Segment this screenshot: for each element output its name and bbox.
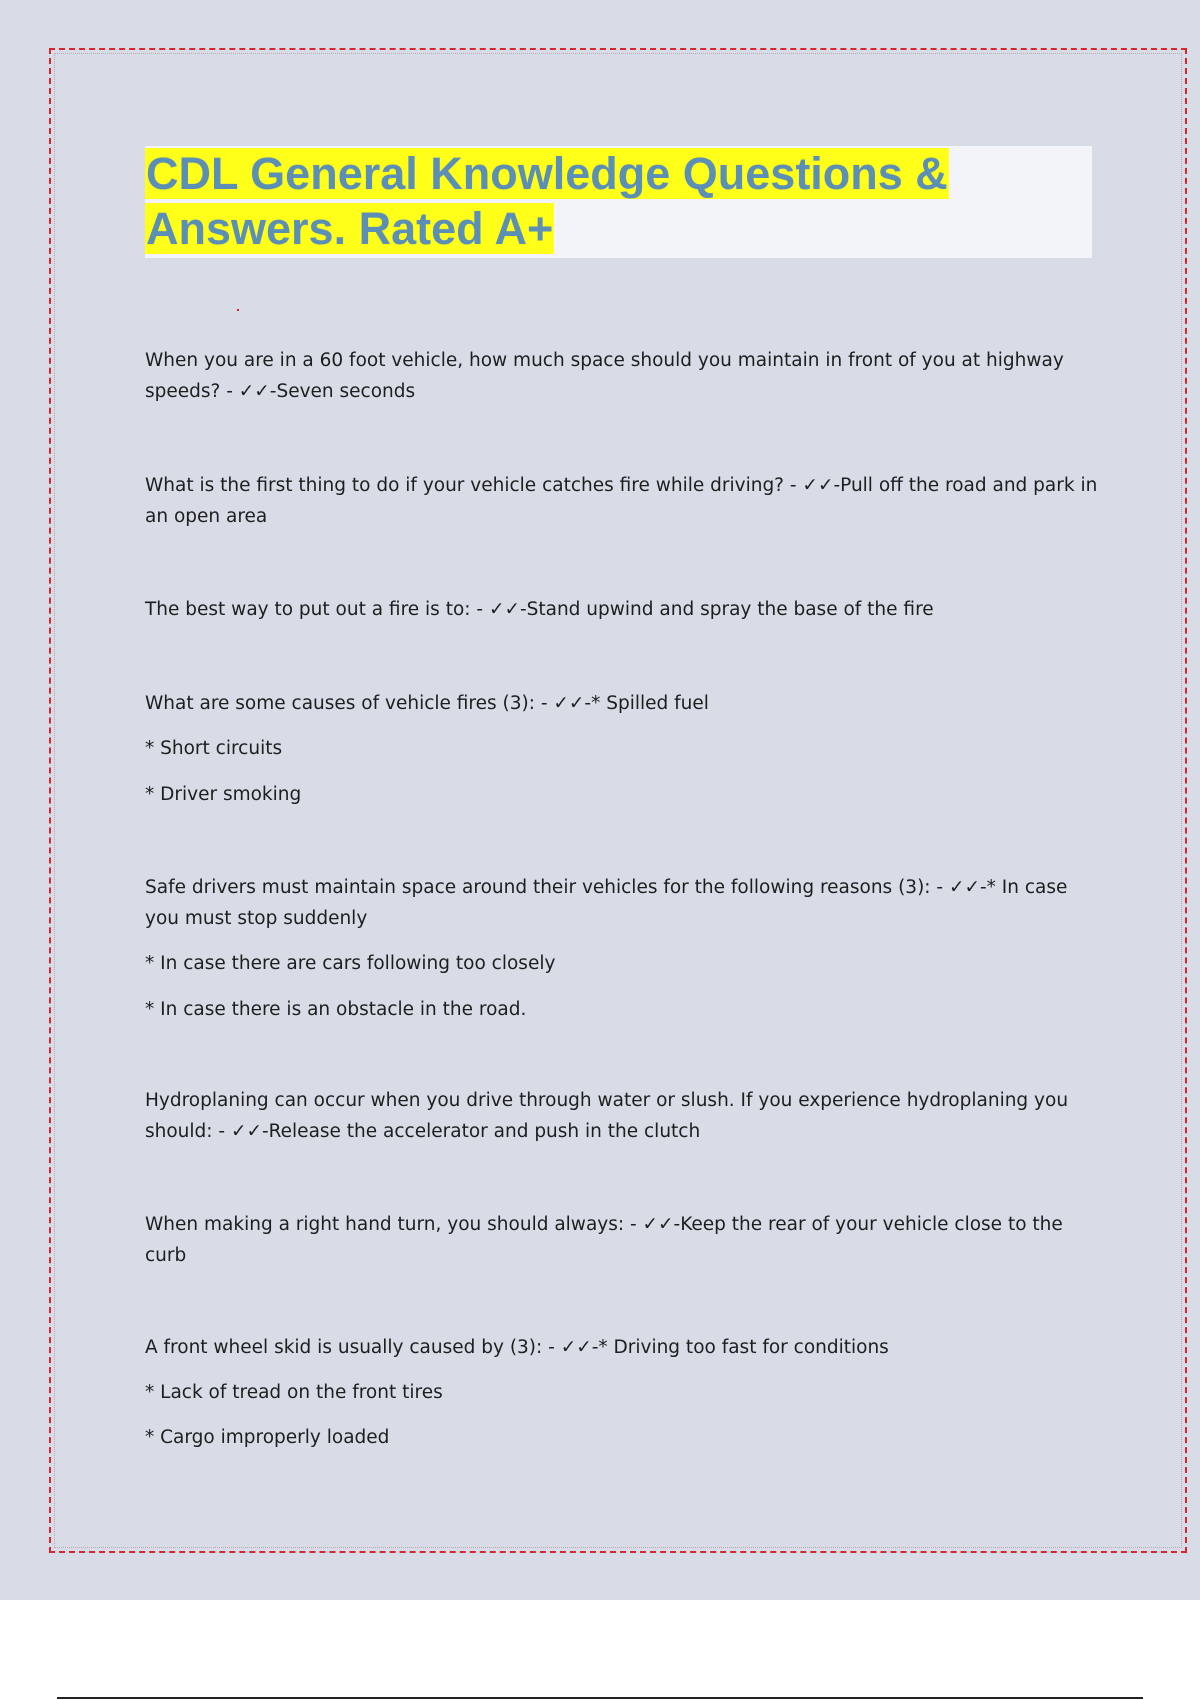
qa-entry <box>145 470 1100 532</box>
title-line-2: Answers. Rated A+ <box>146 203 554 254</box>
qa-entry <box>145 594 1100 625</box>
qa-question-answer: Hydroplaning can occur when you drive through water or slush. If you experience hydroplaning you should: - ✓✓-Release the accelerator and push in the clutch <box>145 1090 1069 1142</box>
qa-question-answer: When making a right hand turn, you should always: - ✓✓-Keep the rear of your vehicle close to the curb <box>145 1214 1063 1266</box>
qa-entry <box>145 872 1100 1025</box>
qa-bullet: * Lack of tread on the front tires <box>145 1382 443 1403</box>
qa-entry <box>145 688 1100 810</box>
qa-entry <box>145 1332 1100 1453</box>
qa-question-answer: The best way to put out a fire is to: - ✓✓-Stand upwind and spray the base of the fire <box>145 599 934 620</box>
qa-bullet: * In case there is an obstacle in the road. <box>145 999 527 1020</box>
stray-dot-mark <box>237 309 239 311</box>
qa-question-answer: A front wheel skid is usually caused by (3): - ✓✓-* Driving too fast for conditions <box>145 1337 889 1358</box>
qa-question-answer: Safe drivers must maintain space around their vehicles for the following reasons (3): - ✓✓-* In case you must stop suddenly <box>145 877 1068 929</box>
page-separator-line <box>57 1697 1143 1699</box>
title-line-1: CDL General Knowledge Questions & <box>146 148 948 199</box>
qa-question-answer: What are some causes of vehicle fires (3): - ✓✓-* Spilled fuel <box>145 693 709 714</box>
qa-entry <box>145 1209 1100 1271</box>
qa-entry <box>145 1085 1100 1147</box>
qa-bullet: * Cargo improperly loaded <box>145 1427 390 1448</box>
qa-question-answer: What is the first thing to do if your vehicle catches fire while driving? - ✓✓-Pull off the road and park in an open area <box>145 475 1098 527</box>
qa-bullet: * In case there are cars following too closely <box>145 953 556 974</box>
qa-bullet: * Short circuits <box>145 738 283 759</box>
qa-entry <box>145 345 1100 407</box>
document-title <box>145 146 1045 256</box>
qa-question-answer: When you are in a 60 foot vehicle, how much space should you maintain in front of you at highway speeds? - ✓✓-Seven seconds <box>145 350 1064 402</box>
qa-bullet: * Driver smoking <box>145 784 302 805</box>
